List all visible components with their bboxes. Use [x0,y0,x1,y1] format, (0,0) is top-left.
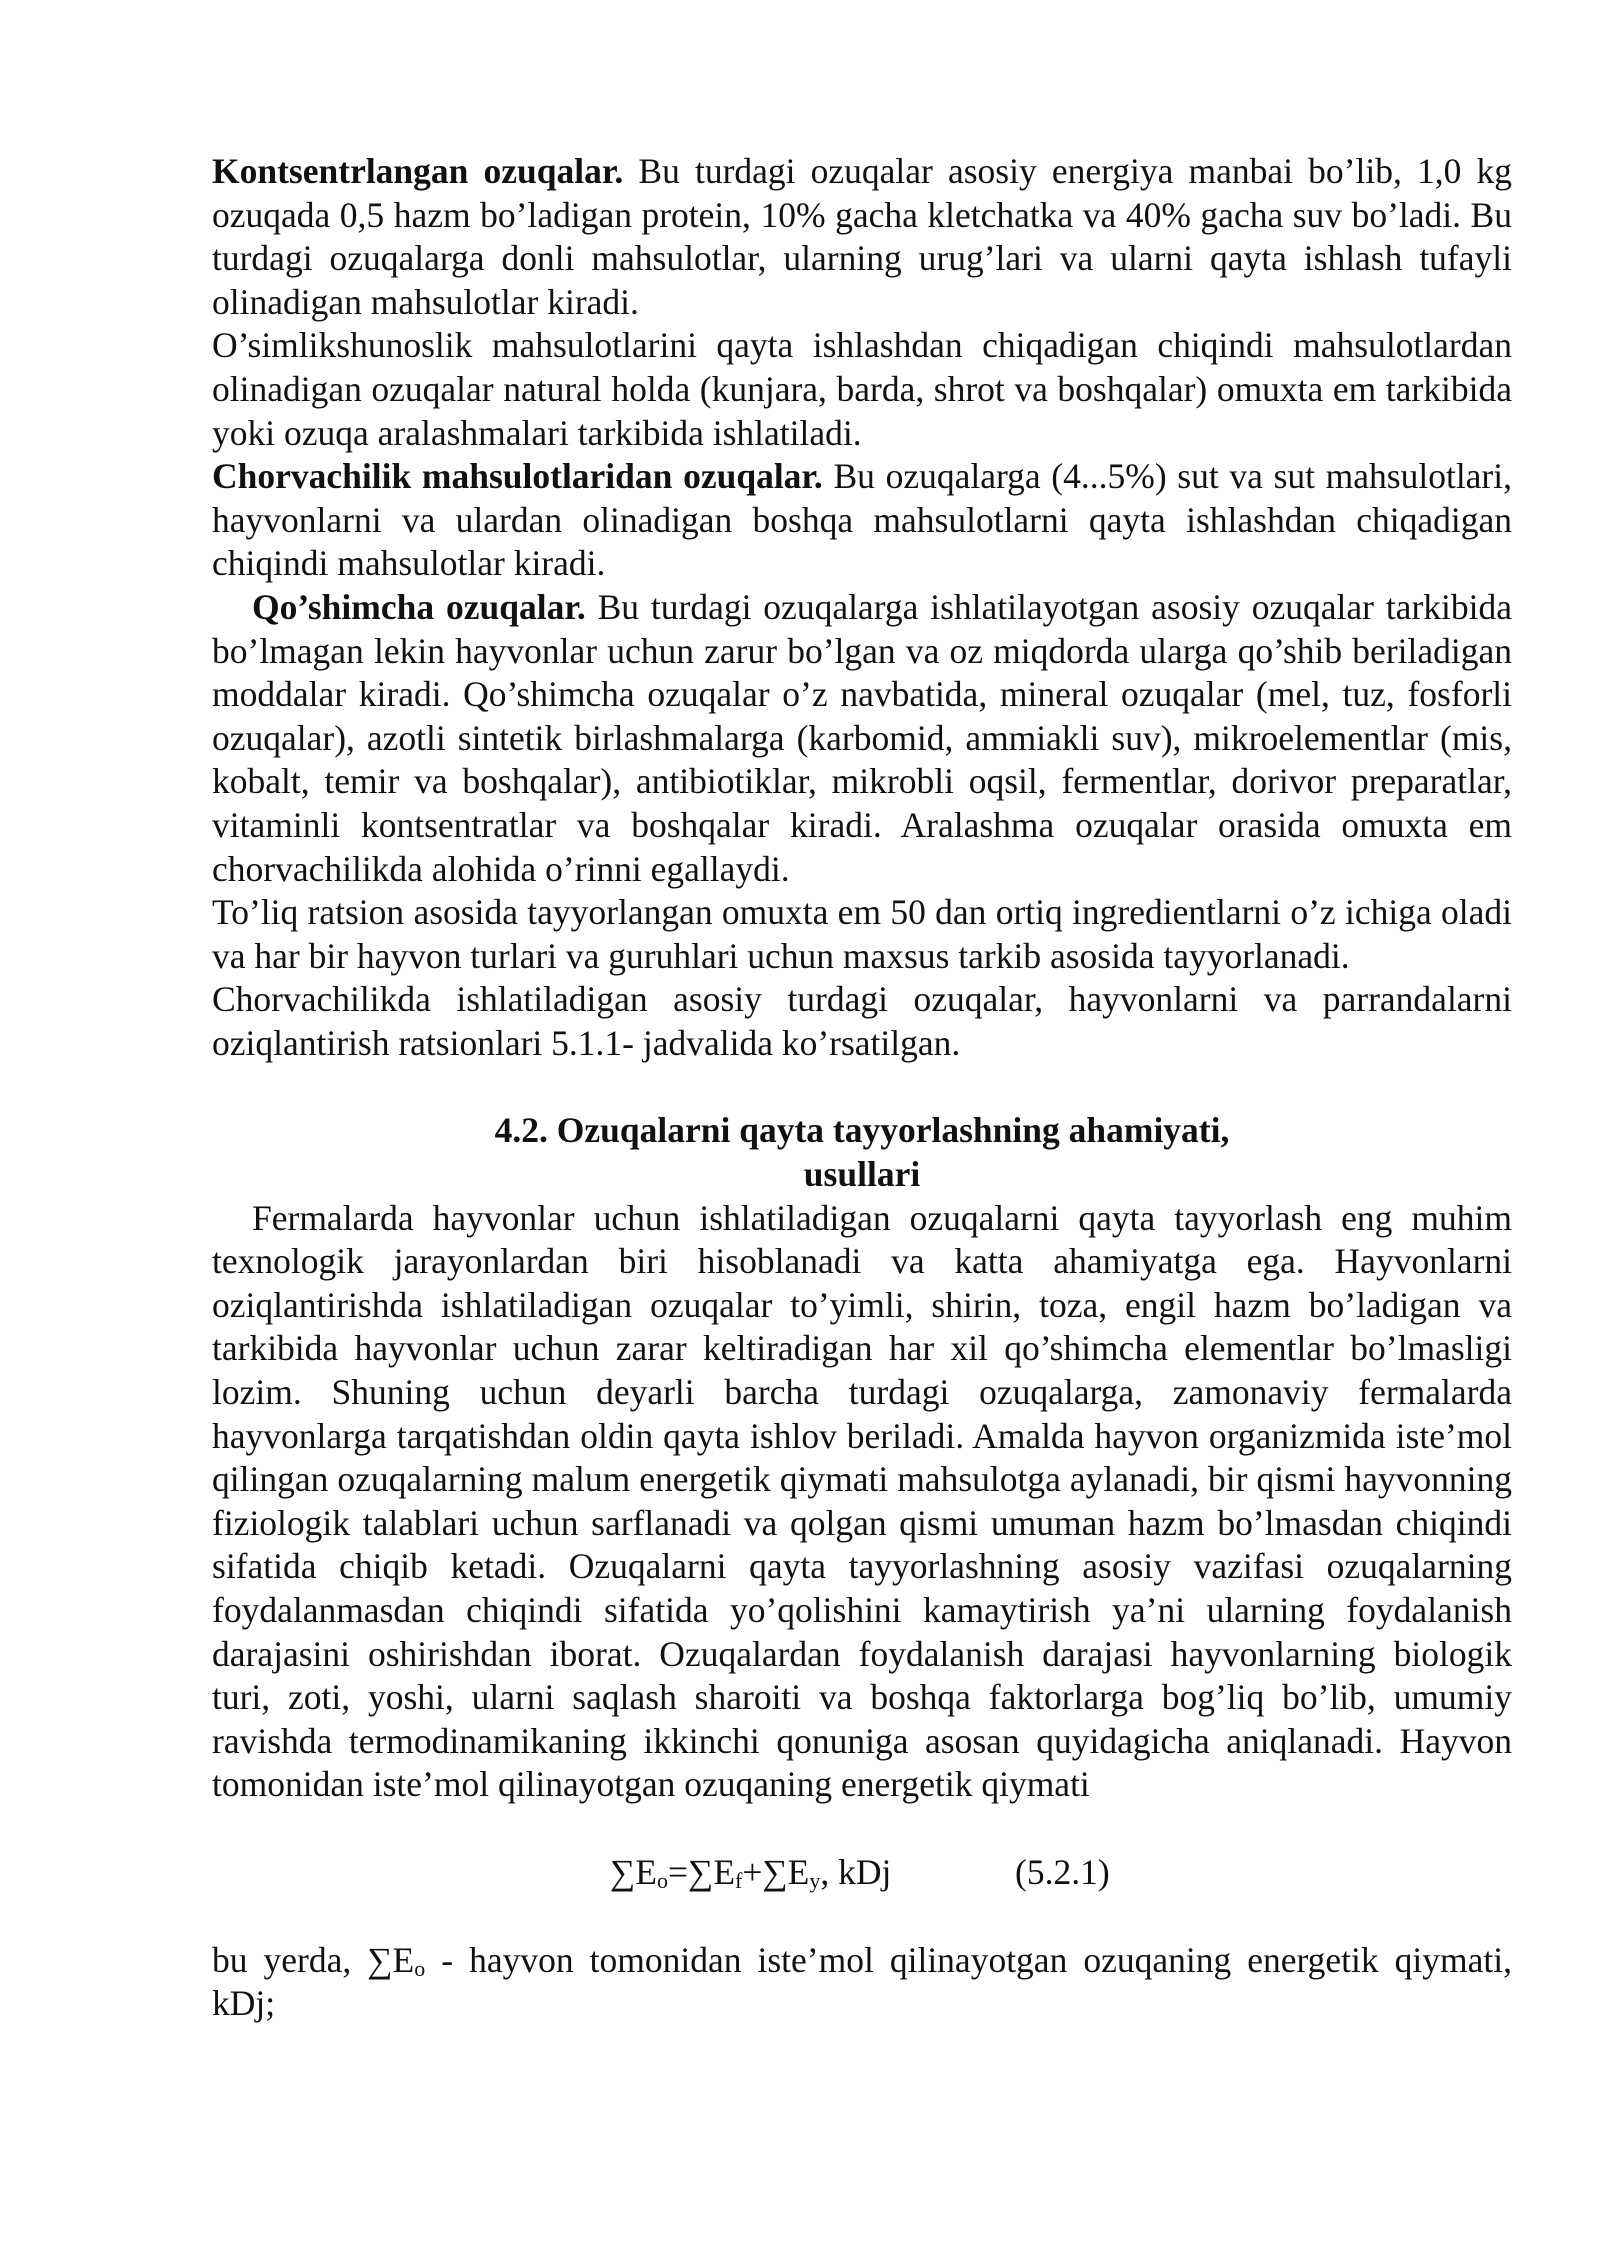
paragraph-text: Bu ozuqalarga (4...5%) sut va sut mahsulotlari, hayvonlarni va ulardan olinadigan boshqa mahsulotlarni qayta ishlashdan chiqadigan chiqindi mahsulotlar kiradi. [212,456,1512,584]
equation [212,1851,1512,1895]
equation-number: (5.2.1) [1015,1851,1110,1892]
section-heading-line2: usullari [803,1154,921,1195]
paragraph-table-reference: Chorvachilikda ishlatiladigan asosiy turdagi ozuqalar, hayvonlarni va parrandalarni oziqlantirish ratsionlari 5.1.1- jadvalida ko’rsatilgan. [212,979,1512,1063]
explanation-paragraph: bu yerda, $\sum E_o$ - hayvon tomonidan iste’mol qilinayotgan ozuqaning energetik qiymati, kDj; [212,1939,1512,2024]
document-page [212,150,1512,2026]
paragraph-text: Bu turdagi ozuqalarga ishlatilayotgan asosiy ozuqalar tarkibida bo’lmagan lekin hayvonlar uchun zarur bo’lgan va oz miqdorda ularga qo’shib beriladigan moddalar kiradi. Qo’shimcha ozuqalar o’z navbatida, mineral ozuqalar (mel, tuz, fosforli ozuqalar), azotli sintetik birlashmalarga (karbomid, ammiakli suv), mikroelementlar (mis, kobalt, temir va boshqalar), antibiotiklar, mikrobli oqsil, fermentlar, dorivor preparatlar, vitaminli kontsentratlar va boshqalar kiradi. Aralashma ozuqalar orasida omuxta em chorvachilikda alohida o’rinni egallaydi. [212,586,1512,889]
term-concentrated-feeds: Kontsentrlangan ozuqalar. [212,151,624,191]
paragraph-livestock-feeds [212,455,1512,586]
paragraph-plant-byproducts: O’simlikshunoslik mahsulotlarini qayta ishlashdan chiqadigan chiqindi mahsulotlardan olinadigan ozuqalar natural holda (kunjara, barda, shrot va boshqalar) omuxta em tarkibida yoki ozuqa aralashmalari tarkibida ishlatiladi. [212,325,1512,453]
section-heading [212,1109,1512,1196]
paragraph-text: Bu turdagi ozuqalar asosiy energiya manbai bo’lib, 1,0 kg ozuqada 0,5 hazm bo’ladigan protein, 10% gacha kletchatka va 40% gacha suv bo’ladi. Bu turdagi ozuqalarga donli mahsulotlar, ularning urug’lari va ularni qayta ishlash tufayli olinadigan mahsulotlar kiradi. [212,151,1512,322]
paragraph-concentrated-feeds [212,150,1512,324]
section-heading-line1: 4.2. Ozuqalarni qayta tayyorlashning ahamiyati, [494,1110,1230,1151]
section-body-paragraph: Fermalarda hayvonlar uchun ishlatiladigan ozuqalarni qayta tayyorlash eng muhim texnologik jarayonlardan biri hisoblanadi va katta ahamiyatga ega. Hayvonlarni oziqlantirishda ishlatiladigan ozuqalar to’yimli, shirin, toza, engil hazm bo’ladigan va tarkibida hayvonlar uchun zarar keltiradigan har xil qo’shimcha elementlar bo’lmasligi lozim. Shuning uchun deyarli barcha turdagi ozuqalarga, zamonaviy fermalarda hayvonlarga tarqatishdan oldin qayta ishlov beriladi. Amalda hayvon organizmida iste’mol qilingan ozuqalarning malum energetik qiymati mahsulotga aylanadi, bir qismi hayvonning fiziologik talablari uchun sarflanadi va qolgan qismi umuman hazm bo’lmasdan chiqindi sifatida chiqib ketadi. Ozuqalarni qayta tayyorlashning asosiy vazifasi ozuqalarning foydalanmasdan chiqindi sifatida yo’qolishini kamaytirish ya’ni ularning foydalanish darajasini oshirishdan iborat. Ozuqalardan foydalanish darajasi hayvonlarning biologik turi, zoti, yoshi, ularni saqlash sharoiti va boshqa faktorlarga bog’liq bo’lib, umumiy ravishda termodinamikaning ikkinchi qonuniga asosan quyidagicha aniqlanadi. Hayvon tomonidan iste’mol qilinayotgan ozuqaning energetik qiymati [212,1197,1512,1805]
term-supplementary-feeds: Qo’shimcha ozuqalar. [252,586,586,627]
explanation-symbol: $\sum E_o$ [367,1939,426,1981]
equation-expression: $\sum E_o=\sum E_f+\sum E_y$, kDj [610,1851,892,1893]
term-livestock-feeds: Chorvachilik mahsulotlaridan ozuqalar. [212,456,823,497]
paragraph-full-ration: To’liq ratsion asosida tayyorlangan omuxta em 50 dan ortiq ingredientlarni o’z ichiga oladi va har bir hayvon turlari va guruhlari uchun maxsus tarkib asosida tayyorlanadi. [212,892,1512,976]
paragraph-supplementary-feeds [212,586,1512,891]
